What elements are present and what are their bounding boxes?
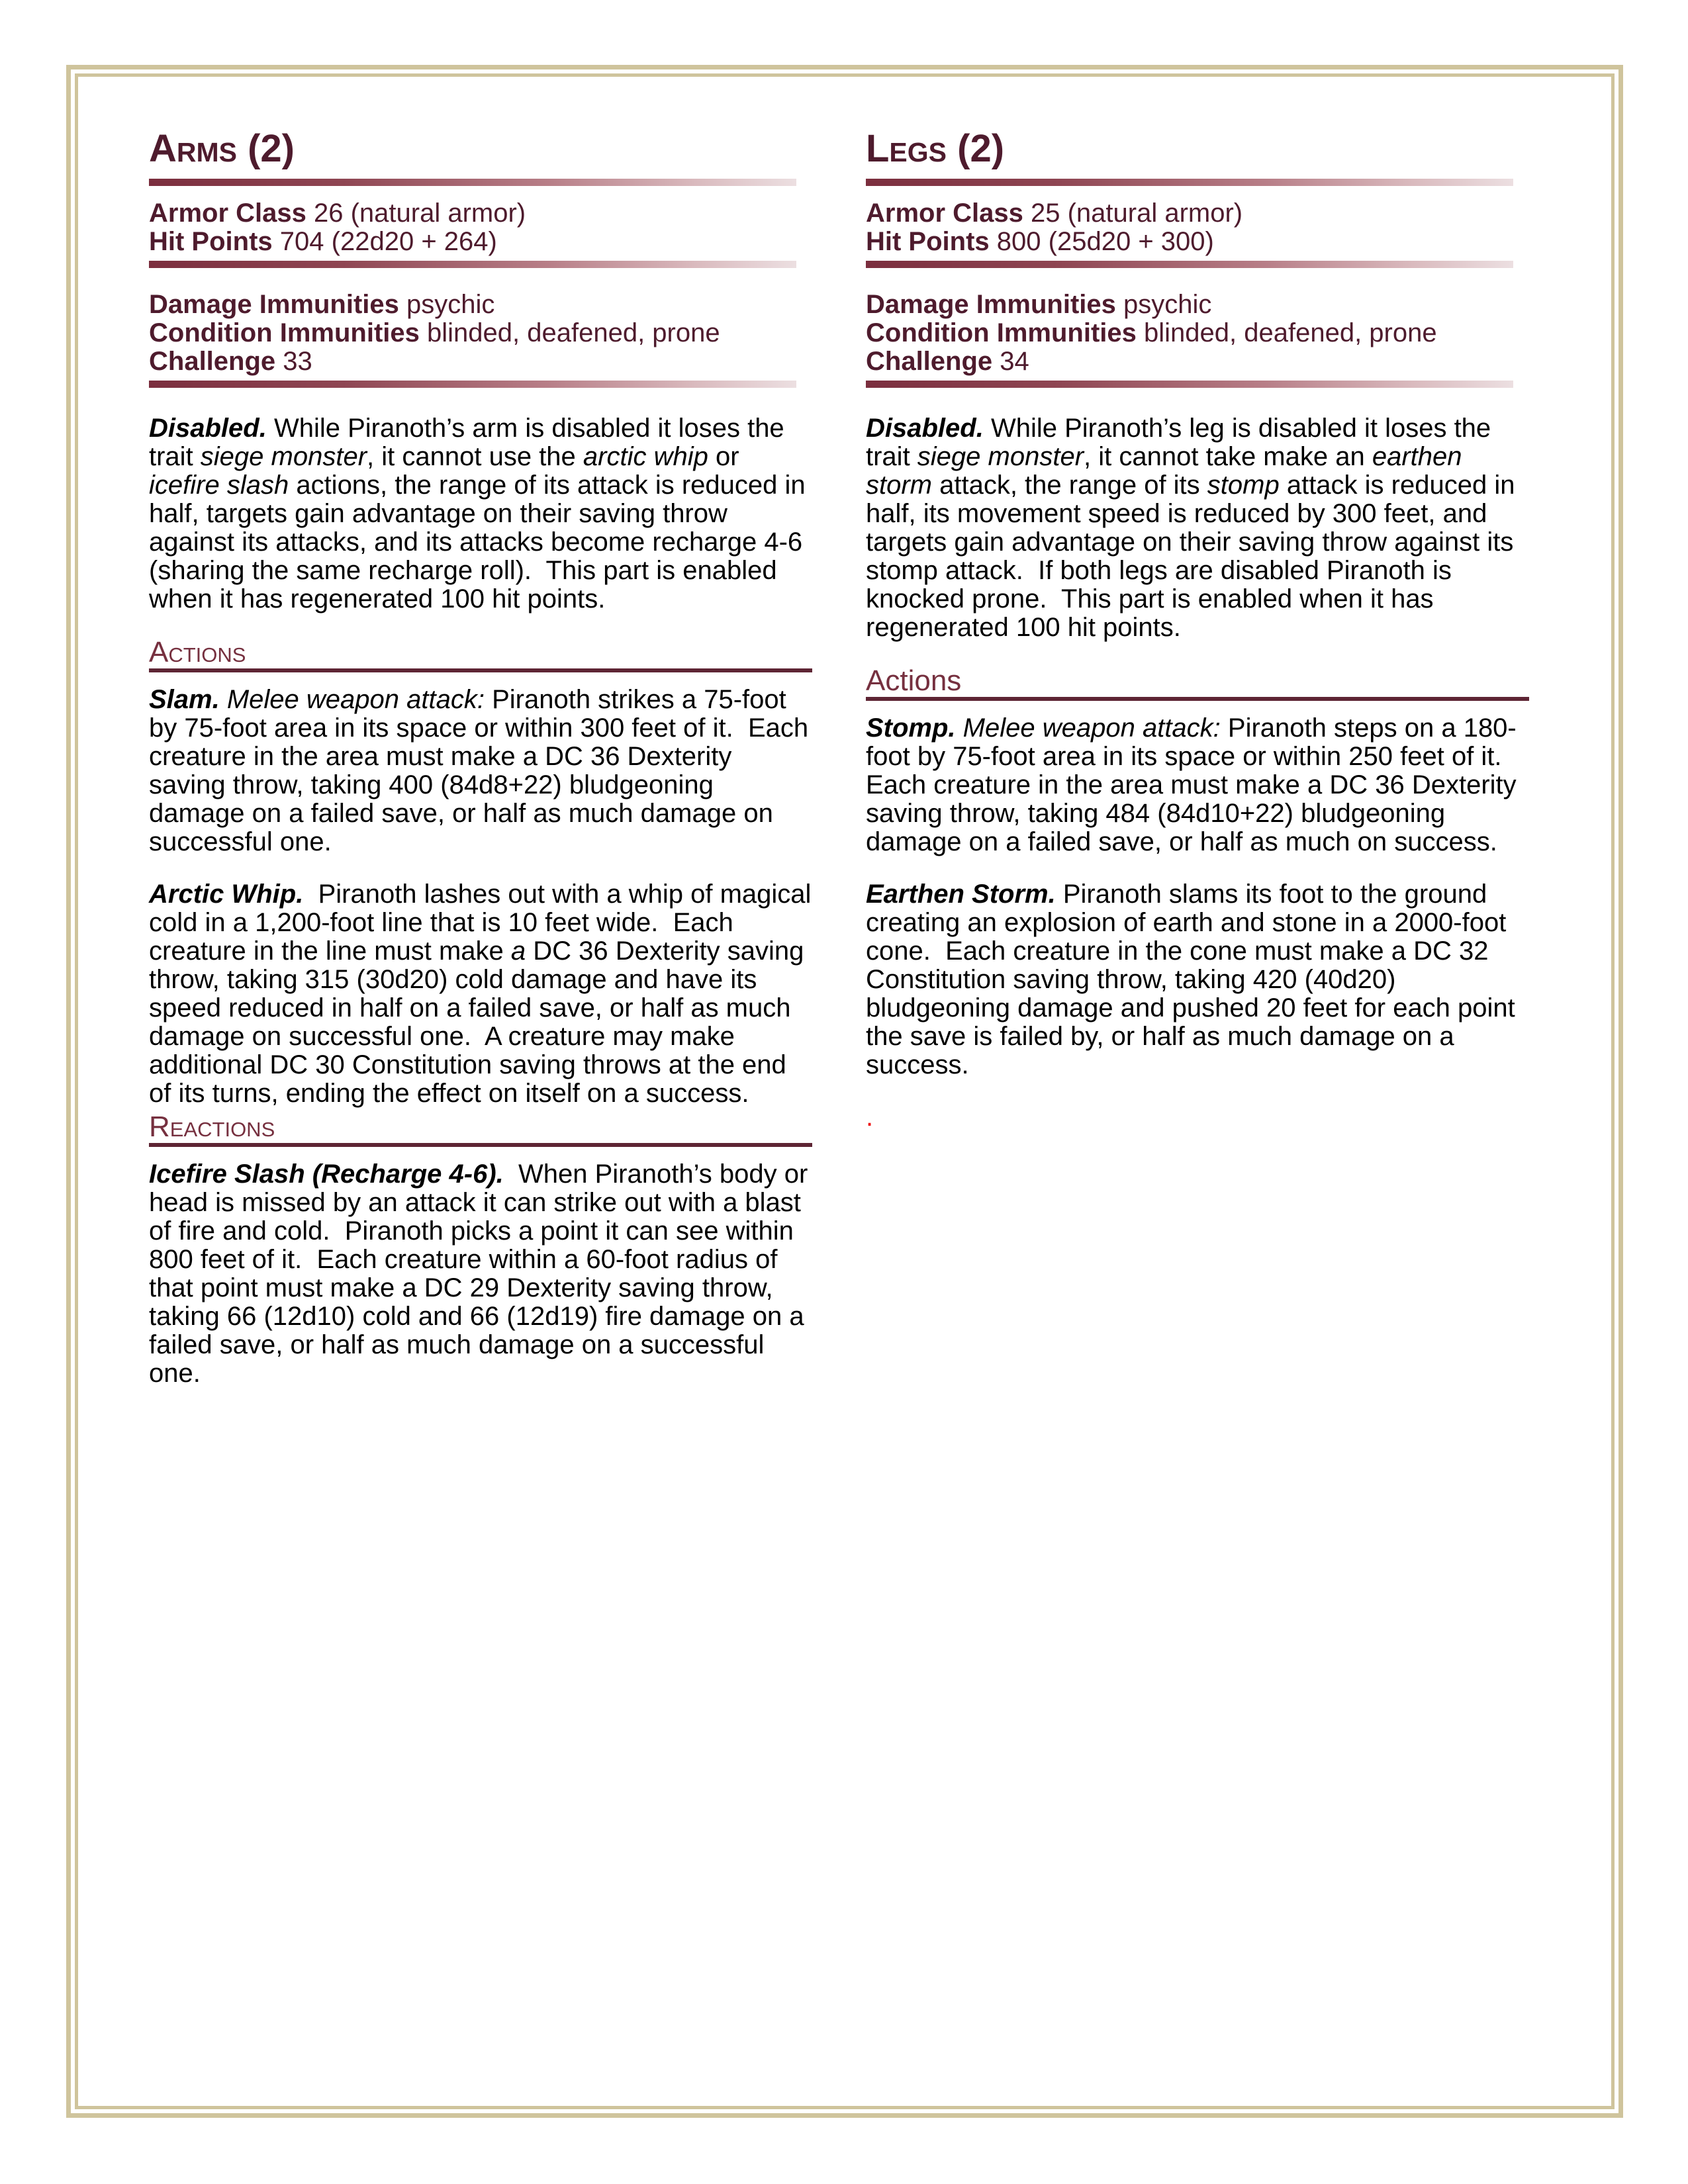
- stat-value: 33: [283, 347, 312, 376]
- stat-label: Hit Points: [866, 227, 990, 256]
- text-segment: Earthen Storm.: [866, 880, 1056, 909]
- text-segment: DC 36 Dexterity saving throw, taking 315 (30d20) cold damage and have its speed reduced in half on a failed save, or half as much damage on successful one. A creature may make additional DC 30 Constitution saving throws at the end of its turns, ending the effect on itself on a success.: [149, 936, 812, 1108]
- stat-hit-points: [866, 228, 1531, 256]
- text-segment: [220, 685, 227, 714]
- stat-value: blinded, deafened, prone: [1144, 318, 1437, 347]
- text-segment: Arctic Whip.: [149, 880, 304, 909]
- gradient-rule: [149, 179, 796, 186]
- statblock-arms: [149, 126, 819, 1388]
- stat-value: psychic: [406, 290, 495, 319]
- text-segment: Disabled.: [866, 414, 984, 443]
- text-segment: Piranoth strikes a 75-foot by 75-foot area in its space or within 300 feet of it. Each creature in the area must make a DC 36 Dexterity saving throw, taking 400 (84d8+22) bludgeoning damage on a failed save, or half as much damage on successful one.: [149, 685, 816, 856]
- stat-value: 25 (natural armor): [1031, 199, 1243, 228]
- text-segment: Stomp.: [866, 713, 956, 743]
- stat-damage-immunities: [866, 291, 1531, 319]
- section-actions: [866, 666, 1531, 1079]
- text-segment: When Piranoth’s body or head is missed by an attack it can strike out with a blast of fire and cold. Piranoth picks a point it can see within 800 feet of it. Each creature within a 60-foot radius of that point must make a DC 29 Dexterity saving throw, taking 66 (12d10) cold and 66 (12d19) fire damage on a failed save, or half as much damage on a successful one.: [149, 1160, 816, 1388]
- stat-label: Armor Class: [866, 199, 1023, 228]
- stat-challenge: [149, 347, 814, 376]
- text-segment: attack is reduced in half, its movement speed is reduced by 300 feet, and targets gain advantage on their saving throw against its stomp attack. If both legs are disabled Piranoth is knocked prone. This part is enabled when it has regenerated 100 hit points.: [866, 471, 1523, 642]
- section-heading-actions: Actions: [866, 666, 1529, 701]
- text-segment: icefire slash: [149, 471, 289, 500]
- stat-value: psychic: [1123, 290, 1212, 319]
- reaction-icefire-slash: [149, 1160, 814, 1388]
- text-segment: siege monster: [917, 442, 1084, 471]
- text-segment: Icefire Slash (Recharge 4-6).: [149, 1160, 504, 1189]
- text-segment: While Piranoth’s arm is disabled it loses the trait: [149, 414, 792, 471]
- text-segment: stomp: [1207, 471, 1280, 500]
- gradient-rule: [149, 381, 796, 388]
- text-segment: Disabled.: [149, 414, 267, 443]
- text-segment: arctic whip: [583, 442, 708, 471]
- stat-group-defense: [149, 199, 814, 256]
- stat-group-immunities: [866, 291, 1531, 376]
- stat-label: Condition Immunities: [866, 318, 1137, 347]
- gradient-rule: [866, 179, 1513, 186]
- stat-label: Damage Immunities: [866, 290, 1116, 319]
- action-slam: [149, 686, 814, 856]
- stat-armor-class: [149, 199, 814, 228]
- stat-condition-immunities: [149, 319, 814, 347]
- section-actions: [149, 636, 819, 1108]
- text-segment: Slam.: [149, 685, 220, 714]
- section-heading-reactions: Reactions: [149, 1112, 812, 1147]
- gradient-rule: [866, 381, 1513, 388]
- text-segment: Piranoth slams its foot to the ground creating an explosion of earth and stone in a 2000-foot cone. Each creature in the cone must make a DC 32 Constitution saving throw, taking 420 (40d20) bludgeoning damage and pushed 20 feet for each point the save is failed by, or half as much damage on a success.: [866, 880, 1523, 1079]
- statblock-title-legs: Legs (2): [866, 127, 1005, 170]
- text-segment: Piranoth steps on a 180-foot by 75-foot area in its space or within 250 feet of it. Each creature in the area must make a DC 36 Dexterity saving throw, taking 484 (84d10+22) bludgeoning damage on a failed save, or half as much on success.: [866, 713, 1524, 856]
- text-segment: [956, 713, 963, 743]
- stat-value: 26 (natural armor): [314, 199, 526, 228]
- stat-group-immunities: [149, 291, 814, 376]
- text-segment: While Piranoth’s leg is disabled it loses the trait: [866, 414, 1499, 471]
- stat-value: 704 (22d20 + 264): [279, 227, 497, 256]
- action-earthen-storm: [866, 880, 1531, 1079]
- text-segment: , it cannot use the: [367, 442, 583, 471]
- text-segment: earthen storm: [866, 442, 1470, 500]
- stat-challenge: [866, 347, 1531, 376]
- trait-disabled: [149, 414, 814, 614]
- section-heading-actions: Actions: [149, 637, 812, 672]
- stat-value: 800 (25d20 + 300): [996, 227, 1214, 256]
- statblock-legs: [866, 126, 1531, 1132]
- trait-disabled: [866, 414, 1531, 642]
- text-segment: or: [708, 442, 747, 471]
- text-segment: a: [510, 936, 526, 966]
- text-segment: siege monster: [200, 442, 367, 471]
- stat-hit-points: [149, 228, 814, 256]
- stat-value: 34: [1000, 347, 1029, 376]
- stat-condition-immunities: [866, 319, 1531, 347]
- gradient-rule: [866, 261, 1513, 268]
- gradient-rule: [149, 261, 796, 268]
- stat-damage-immunities: [149, 291, 814, 319]
- text-segment: attack, the range of its: [932, 471, 1207, 500]
- stat-label: Armor Class: [149, 199, 306, 228]
- stat-label: Challenge: [866, 347, 993, 376]
- text-segment: Melee weapon attack:: [226, 685, 485, 714]
- text-segment: actions, the range of its attack is reduced in half, targets gain advantage on their saving throw against its attacks, and its attacks become recharge 4-6 (sharing the same recharge roll). This part is enabled when it has regenerated 100 hit points.: [149, 471, 813, 614]
- stat-armor-class: [866, 199, 1531, 228]
- statblock-title-arms: Arms (2): [149, 127, 295, 170]
- stat-label: Challenge: [149, 347, 276, 376]
- stat-label: Condition Immunities: [149, 318, 420, 347]
- action-stomp: [866, 714, 1531, 856]
- action-arctic-whip: [149, 880, 819, 1108]
- stat-group-defense: [866, 199, 1531, 256]
- text-segment: , it cannot take make an: [1084, 442, 1372, 471]
- stray-period-mark: .: [866, 1103, 874, 1132]
- stat-value: blinded, deafened, prone: [427, 318, 720, 347]
- section-reactions: [149, 1112, 814, 1388]
- text-segment: Melee weapon attack:: [962, 713, 1221, 743]
- stat-label: Hit Points: [149, 227, 273, 256]
- stat-label: Damage Immunities: [149, 290, 399, 319]
- text-segment: Piranoth lashes out with a whip of magical cold in a 1,200-foot line that is 10 feet wide. Each creature in the line must make: [149, 880, 819, 966]
